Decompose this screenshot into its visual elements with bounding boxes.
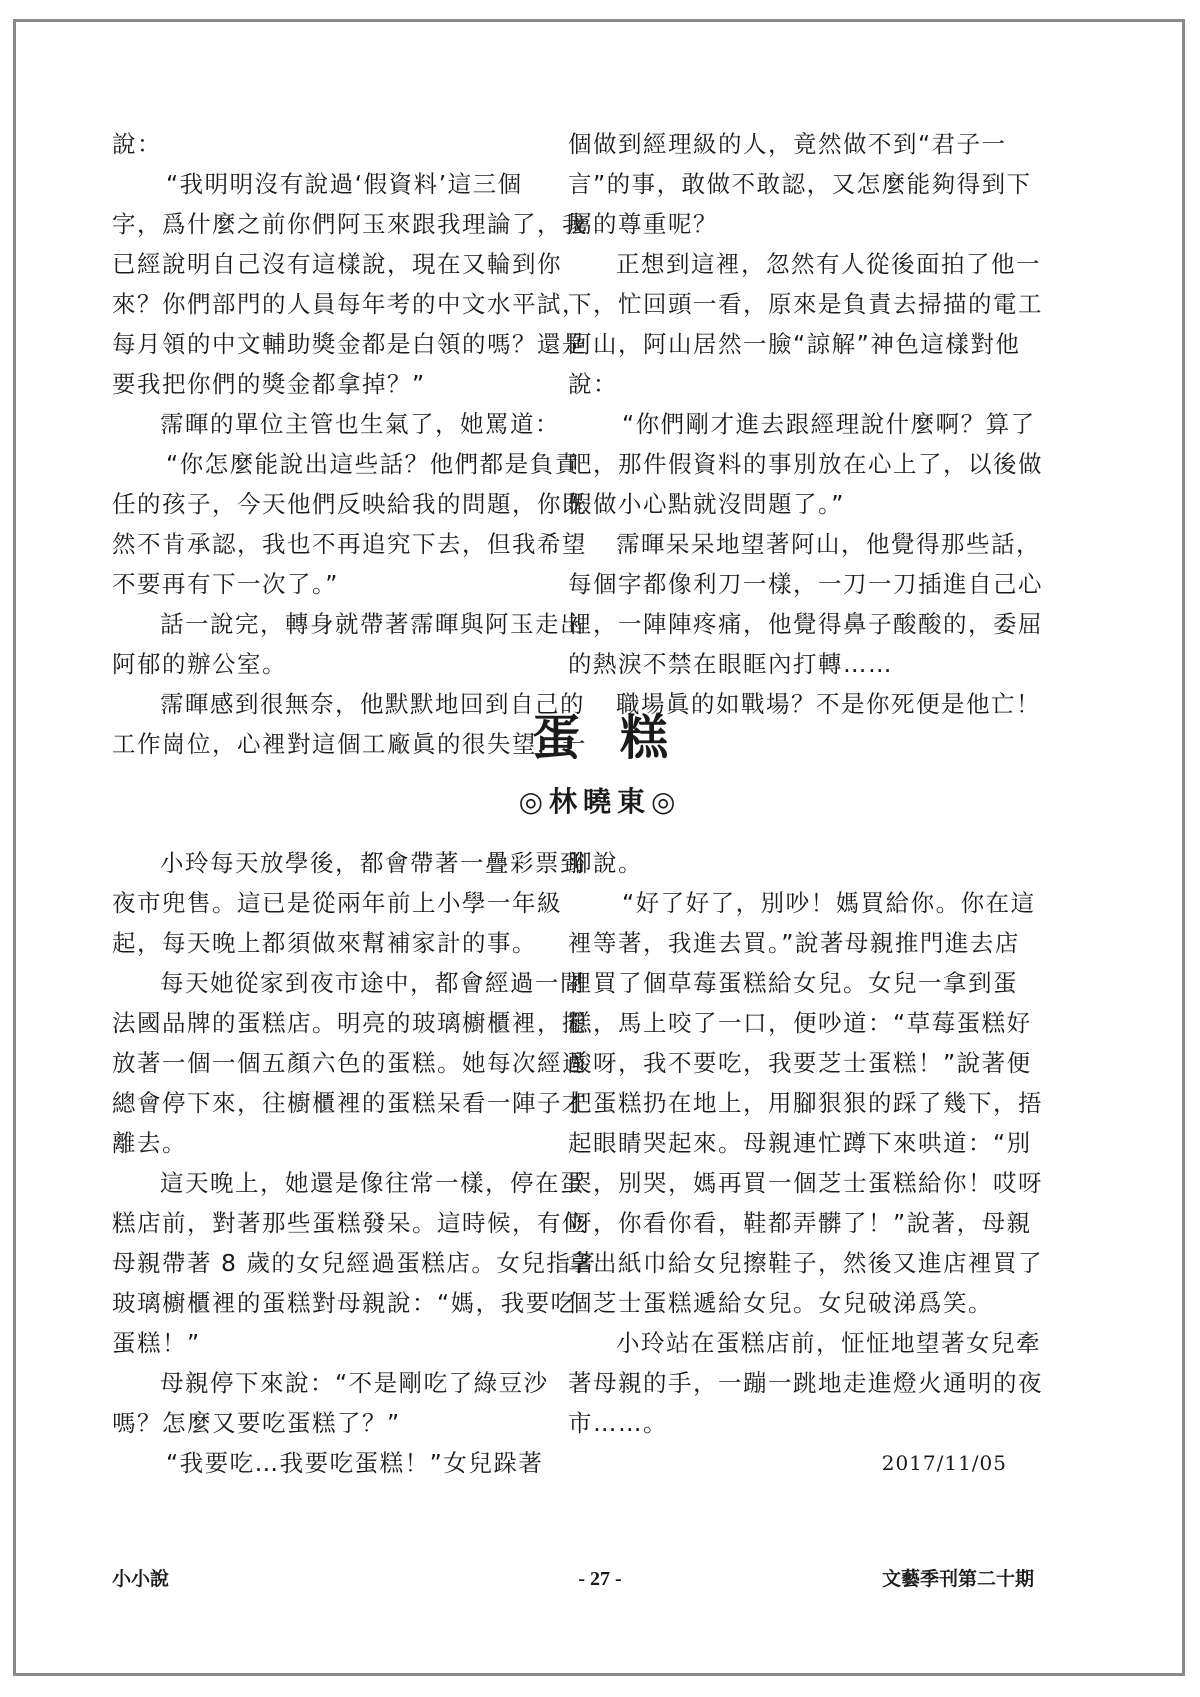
text-line: 嗎？怎麼又要吃蛋糕了？” — [112, 1409, 401, 1437]
text-line: 拿出紙巾給女兒擦鞋子，然後又進店裡買了 — [568, 1249, 1043, 1277]
text-line: 總會停下來，往櫥櫃裡的蛋糕呆看一陣子才 — [112, 1089, 587, 1117]
text-line: “好了好了，別吵！媽買給你。你在這 — [622, 889, 1036, 917]
text-line: 裡等著，我進去買。”說著母親推門進去店 — [568, 929, 1020, 957]
text-line: 霈暉呆呆地望著阿山，他覺得那些話， — [616, 530, 1041, 558]
text-line: 酸呀，我不要吃，我要芝士蛋糕！”說著便 — [568, 1049, 1032, 1077]
text-line: 霈暉感到很無奈，他默默地回到自己的 — [160, 690, 585, 718]
text-line: 起眼睛哭起來。母親連忙蹲下來哄道：“別 — [568, 1129, 1032, 1157]
text-line: 屬的尊重呢？ — [568, 210, 718, 238]
text-line: 放著一個一個五顏六色的蛋糕。她每次經過 — [112, 1049, 587, 1077]
text-line: 母親停下來說：“不是剛吃了綠豆沙 — [160, 1369, 549, 1397]
text-line: 字，爲什麼之前你們阿玉來跟我理論了，我 — [112, 210, 587, 238]
text-line: 夜市兜售。這已是從兩年前上小學一年級 — [112, 889, 562, 917]
prev-story-left-column — [112, 124, 587, 764]
footer-section-label: 小小說 — [112, 1568, 170, 1590]
text-line: 小玲站在蛋糕店前，怔怔地望著女兒牽 — [616, 1329, 1041, 1357]
story-left-column — [112, 843, 597, 1483]
text-line: 話一說完，轉身就帶著霈暉與阿玉走出 — [160, 610, 585, 638]
text-line: 小玲每天放學後，都會帶著一疊彩票到 — [160, 849, 585, 877]
text-line: 每天她從家到夜市途中，都會經過一間 — [160, 969, 585, 997]
text-line: 腳說。 — [568, 849, 643, 877]
text-line: 的熱淚不禁在眼眶內打轉…… — [568, 650, 893, 678]
text-line: 正想到這裡，忽然有人從後面拍了他一 — [616, 250, 1041, 278]
text-line: 言”的事，敢做不敢認，又怎麼能夠得到下 — [568, 170, 1032, 198]
text-line: 每月領的中文輔助獎金都是白領的嗎？還是 — [112, 330, 587, 358]
text-line: 不要再有下一次了。” — [112, 570, 339, 598]
footer-publication: 文藝季刊第二十期 — [881, 1568, 1034, 1590]
text-line: 離去。 — [112, 1129, 187, 1157]
prev-story-right-column — [568, 124, 1043, 724]
text-line: 下，忙回頭一看，原來是負責去掃描的電工 — [568, 290, 1043, 318]
text-line: 裡買了個草莓蛋糕給女兒。女兒一拿到蛋 — [568, 969, 1018, 997]
text-line: 工作崗位，心裡對這個工廠眞的很失望，一 — [112, 730, 587, 758]
text-line: 假做小心點就沒問題了。” — [568, 490, 845, 518]
text-line: 法國品牌的蛋糕店。明亮的玻璃櫥櫃裡，擺 — [112, 1009, 587, 1037]
text-line: 蛋糕！” — [112, 1329, 201, 1357]
text-line: 糕，馬上咬了一口，便吵道：“草莓蛋糕好 — [568, 1009, 1032, 1037]
text-line: “你們剛才進去跟經理說什麼啊？算了 — [622, 410, 1036, 438]
text-line: 起，每天晚上都須做來幫補家計的事。 — [112, 929, 537, 957]
text-line: 職場眞的如戰場？不是你死便是他亡！ — [616, 690, 1041, 718]
text-line: 糕店前，對著那些蛋糕發呆。這時候，有位 — [112, 1209, 587, 1237]
text-line: 這天晚上，她還是像往常一樣，停在蛋 — [160, 1169, 585, 1197]
text-line: 著母親的手，一蹦一跳地走進燈火通明的夜 — [568, 1369, 1043, 1397]
text-line: 玻璃櫥櫃裡的蛋糕對母親說：“媽，我要吃 — [112, 1289, 576, 1317]
footer-page-number: - 27 - — [578, 1568, 622, 1590]
text-line: 個芝士蛋糕遞給女兒。女兒破涕爲笑。 — [568, 1289, 993, 1317]
text-line: 說： — [568, 370, 618, 398]
text-line: “你怎麼能說出這些話？他們都是負責 — [166, 450, 580, 478]
text-line: 母親帶著 8 歲的女兒經過蛋糕店。女兒指著 — [112, 1249, 597, 1277]
story-right-column — [568, 843, 1043, 1483]
text-line: 來？你們部門的人員每年考的中文水平試， — [112, 290, 587, 318]
text-line: “我要吃…我要吃蛋糕！”女兒跺著 — [166, 1449, 544, 1477]
text-line: 阿山，阿山居然一臉“諒解”神色這樣對他 — [568, 330, 1021, 358]
story-date: 2017/11/05 — [881, 1451, 1007, 1475]
text-line: “我明明沒有說過‘假資料’這三個 — [166, 170, 523, 198]
text-line: 哭，別哭，媽再買一個芝士蛋糕給你！哎呀 — [568, 1169, 1043, 1197]
text-line: 霈暉的單位主管也生氣了，她罵道： — [160, 410, 560, 438]
text-line: 任的孩子，今天他們反映給我的問題，你既 — [112, 490, 587, 518]
text-line: 市……。 — [568, 1409, 668, 1437]
text-line: 把蛋糕扔在地上，用腳狠狠的踩了幾下，捂 — [568, 1089, 1043, 1117]
story-author: ◎林曉東◎ — [518, 785, 682, 818]
text-line: 吧，那件假資料的事別放在心上了，以後做 — [568, 450, 1043, 478]
text-line: 已經說明自己沒有這樣說，現在又輪到你 — [112, 250, 562, 278]
text-line: 個做到經理級的人，竟然做不到“君子一 — [568, 130, 1007, 158]
text-line: 呀，你看你看，鞋都弄髒了！”說著，母親 — [568, 1209, 1032, 1237]
text-line: 裡，一陣陣疼痛，他覺得鼻子酸酸的，委屈 — [568, 610, 1043, 638]
text-line: 然不肯承認，我也不再追究下去，但我希望 — [112, 530, 587, 558]
text-line: 說： — [112, 130, 162, 158]
text-line: 每個字都像利刀一樣，一刀一刀插進自己心 — [568, 570, 1043, 598]
story-title: 蛋糕 — [531, 710, 708, 766]
text-line: 要我把你們的獎金都拿掉？” — [112, 370, 426, 398]
text-line: 阿郁的辦公室。 — [112, 650, 287, 678]
